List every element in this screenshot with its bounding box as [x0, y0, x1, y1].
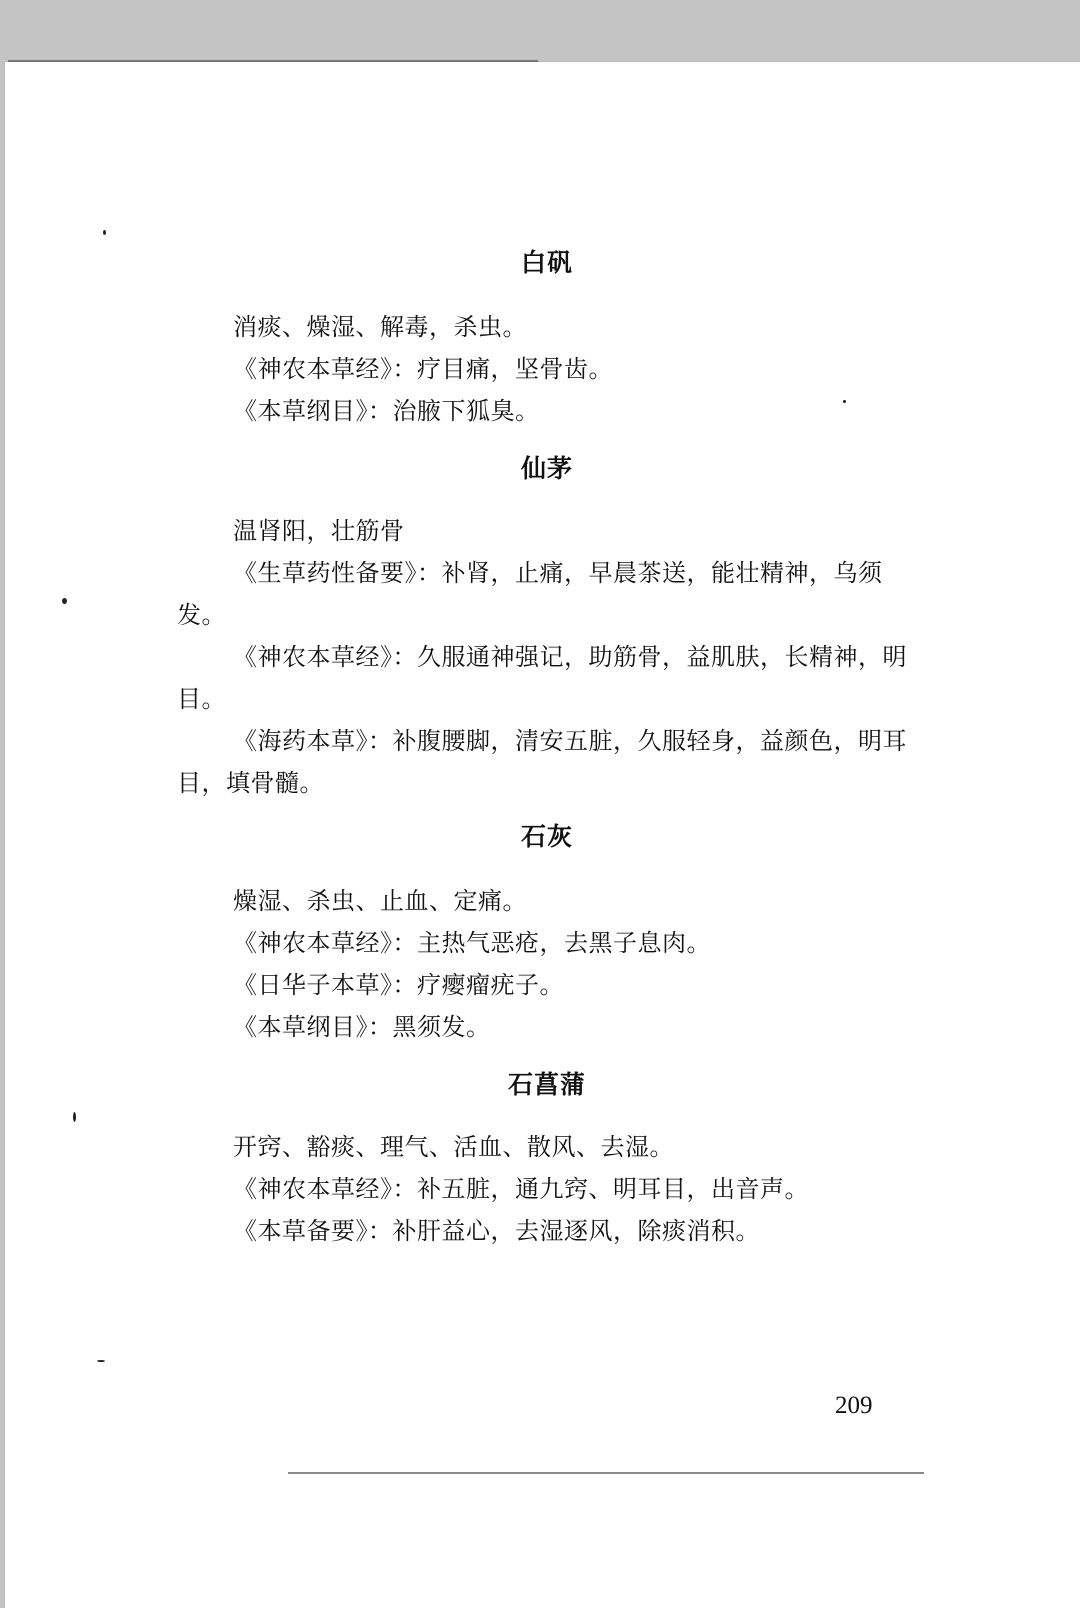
paragraph: 《神农本草经》：主热气恶疮，去黑子息肉。 — [233, 929, 711, 957]
page — [5, 62, 1080, 1608]
scan-speck — [103, 230, 106, 235]
paragraph: 温肾阳，壮筋骨 — [233, 517, 405, 545]
paragraph: 《本草纲目》：治腋下狐臭。 — [233, 397, 540, 425]
paragraph: 《海药本草》：补腹腰脚，清安五脏，久服轻身，益颜色，明耳目，填骨髓。 — [177, 727, 907, 797]
bottom-rule — [288, 1472, 924, 1474]
paragraph: 燥湿、杀虫、止血、定痛。 — [233, 887, 527, 915]
section-heading: 仙茅 — [520, 454, 573, 483]
paragraph: 《神农本草经》：疗目痛，坚骨齿。 — [233, 355, 613, 383]
section-heading: 石菖蒲 — [507, 1070, 586, 1099]
paragraph: 开窍、豁痰、理气、活血、散风、去湿。 — [233, 1133, 674, 1161]
paragraph: 消痰、燥湿、解毒，杀虫。 — [233, 313, 527, 341]
section-heading: 白矾 — [520, 248, 573, 277]
paragraph: 《神农本草经》：补五脏，通九窍、明耳目，出音声。 — [233, 1175, 809, 1203]
paragraph: 《神农本草经》：久服通神强记，助筋骨，益肌肤，长精神，明目。 — [177, 643, 907, 713]
scan-speck — [97, 1360, 105, 1362]
paragraph: 《生草药性备要》：补肾，止痛，早晨茶送，能壮精神，乌须发。 — [177, 559, 883, 629]
paragraph: 《本草备要》：补肝益心，去湿逐风，除痰消积。 — [233, 1217, 760, 1245]
scan-speck — [73, 1112, 76, 1122]
scan-speck — [62, 598, 67, 604]
paragraph: 《日华子本草》：疗瘿瘤疣子。 — [233, 971, 564, 999]
page-number: 209 — [835, 1392, 873, 1419]
section-heading: 石灰 — [520, 822, 573, 851]
paragraph: 《本草纲目》：黑须发。 — [233, 1013, 491, 1041]
